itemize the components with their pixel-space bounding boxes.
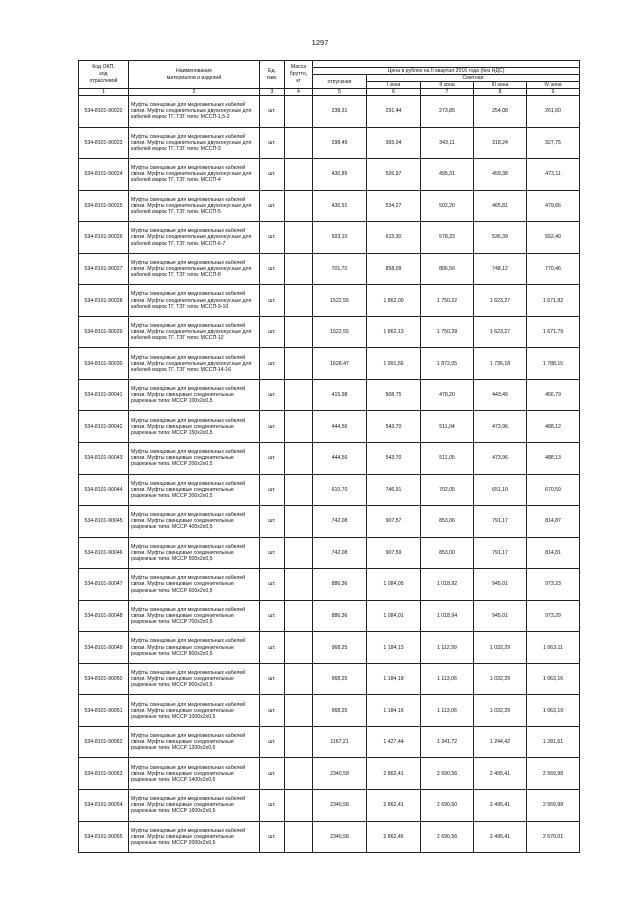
row-code: 534-8101-90028 — [79, 285, 129, 317]
row-code: 534-8101-90043 — [79, 443, 129, 475]
row-release-price: 742,08 — [313, 506, 367, 538]
table-row — [79, 695, 580, 727]
header-mass-line: брутто, — [289, 71, 308, 77]
header-name — [129, 61, 260, 89]
row-code: 534-8101-90029 — [79, 316, 129, 348]
header-zone-2: II зона — [421, 82, 474, 89]
row-release-price: 1628,47 — [313, 348, 367, 380]
row-release-price: 415,98 — [313, 379, 367, 411]
row-code: 534-8101-90026 — [79, 222, 129, 254]
row-name — [129, 316, 260, 348]
row-release-price: 886,36 — [313, 569, 367, 601]
row-code: 534-8101-90041 — [79, 379, 129, 411]
row-code: 534-8101-90025 — [79, 190, 129, 222]
row-zone-3-price: 945,01 — [474, 600, 527, 632]
header-code — [79, 61, 129, 89]
row-zone-3-price: 1 736,18 — [474, 348, 527, 380]
header-mass-line: Масса — [290, 64, 307, 70]
row-unit: шт. — [260, 127, 285, 159]
row-release-price: 610,70 — [313, 474, 367, 506]
row-name-text: Муфты свинцовые для медножильных кабелей связи. Муфты свинцовые соединительные разрезные типа: МССР 100х2х0,5 — [131, 386, 246, 405]
row-zone-3-price: 459,38 — [474, 159, 527, 191]
row-name — [129, 253, 260, 285]
row-zone-1-price: 615,30 — [367, 222, 421, 254]
row-name-text: Муфты свинцовые для медножильных кабелей связи. Муфты соединительные двухконусные для кабелей марок ТГ, ТЗГ типа: МССП-4 — [131, 165, 252, 184]
row-unit: шт. — [260, 663, 285, 695]
row-mass — [285, 632, 313, 664]
row-name-text: Муфты свинцовые для медножильных кабелей связи. Муфты свинцовые соединительные разрезные типа: МССР 800х2х0,5 — [131, 638, 246, 657]
row-name — [129, 222, 260, 254]
row-unit: шт. — [260, 474, 285, 506]
header-unit-line: Ед. — [268, 67, 276, 74]
row-code: 534-8101-90049 — [79, 632, 129, 664]
table-row — [79, 821, 580, 853]
row-zone-1-price: 1 084,01 — [367, 600, 421, 632]
table-row — [79, 222, 580, 254]
row-name-text: Муфты свинцовые для медножильных кабелей связи. Муфты соединительные двухконусные для кабелей марок ТГ, ТЗГ типа: МССП-12 — [131, 322, 252, 342]
row-name — [129, 632, 260, 664]
row-zone-1-price: 2 862,41 — [367, 790, 421, 822]
row-name — [129, 411, 260, 443]
row-code: 534-8101-90050 — [79, 663, 129, 695]
price-table — [78, 60, 580, 853]
header-unit-line: изм. — [266, 74, 278, 81]
row-unit: шт. — [260, 790, 285, 822]
row-name-text: Муфты свинцовые для медножильных кабелей связи. Муфты соединительные двухконусные для кабелей марок ТГ, ТЗГ типа: МССП-6-7 — [131, 228, 252, 247]
row-zone-1-price: 543,70 — [367, 443, 421, 475]
row-zone-1-price: 365,04 — [367, 127, 421, 159]
row-mass — [285, 600, 313, 632]
row-name-text: Муфты свинцовые для медножильных кабелей связи. Муфты свинцовые соединительные разрезные типа: МССР 400х2х0,5 — [131, 512, 246, 531]
row-zone-2-price: 853,06 — [421, 506, 474, 538]
row-zone-3-price: 1 032,29 — [474, 632, 527, 664]
row-zone-3-price: 1 032,29 — [474, 695, 527, 727]
row-unit: шт. — [260, 159, 285, 191]
row-mass — [285, 537, 313, 569]
header-release: отпускная — [313, 75, 367, 89]
row-mass — [285, 253, 313, 285]
row-mass — [285, 222, 313, 254]
header-zone-1: I зона — [367, 82, 421, 89]
row-zone-2-price: 273,85 — [421, 96, 474, 128]
row-zone-3-price: 318,24 — [474, 127, 527, 159]
row-zone-3-price: 536,39 — [474, 222, 527, 254]
row-release-price: 2340,58 — [313, 790, 367, 822]
col-number: 5 — [313, 89, 367, 96]
row-code: 534-8101-90048 — [79, 600, 129, 632]
table-header — [79, 61, 580, 96]
row-zone-2-price: 1 018,94 — [421, 600, 474, 632]
row-zone-1-price: 2 862,41 — [367, 758, 421, 790]
row-zone-3-price: 791,17 — [474, 506, 527, 538]
table-row — [79, 159, 580, 191]
row-unit: шт. — [260, 726, 285, 758]
row-name-text: Муфты свинцовые для медножильных кабелей связи. Муфты соединительные двухконусные для кабелей марок ТГ, ТЗГ типа: МССП-1,5-2 — [131, 102, 252, 121]
row-zone-4-price: 2 569,98 — [527, 758, 580, 790]
table-row — [79, 632, 580, 664]
table-row — [79, 758, 580, 790]
row-zone-4-price: 2 569,98 — [527, 790, 580, 822]
row-zone-2-price: 578,33 — [421, 222, 474, 254]
header-code-line: отраслевой — [89, 78, 118, 84]
row-unit: шт. — [260, 348, 285, 380]
header-code-line: код — [99, 71, 108, 77]
row-name — [129, 190, 260, 222]
row-zone-1-price: 1 427,44 — [367, 726, 421, 758]
col-number: 1 — [79, 89, 129, 96]
row-zone-4-price: 1 671,82 — [527, 285, 580, 317]
row-mass — [285, 159, 313, 191]
row-unit: шт. — [260, 96, 285, 128]
row-mass — [285, 127, 313, 159]
row-code: 534-8101-90022 — [79, 96, 129, 128]
col-number: 8 — [474, 89, 527, 96]
table-row — [79, 127, 580, 159]
row-zone-4-price: 2 570,01 — [527, 821, 580, 853]
row-zone-4-price: 327,75 — [527, 127, 580, 159]
row-zone-4-price: 456,79 — [527, 379, 580, 411]
row-zone-4-price: 1 788,15 — [527, 348, 580, 380]
row-zone-3-price: 651,10 — [474, 474, 527, 506]
row-release-price: 968,25 — [313, 663, 367, 695]
row-zone-2-price: 478,20 — [421, 379, 474, 411]
row-code: 534-8101-90042 — [79, 411, 129, 443]
header-mass-line: кг — [296, 78, 301, 84]
row-name — [129, 348, 260, 380]
row-zone-4-price: 1 063,11 — [527, 632, 580, 664]
header-zone-4: IV зона — [527, 82, 580, 89]
row-mass — [285, 663, 313, 695]
row-zone-1-price: 1 084,05 — [367, 569, 421, 601]
col-number: 9 — [527, 89, 580, 96]
row-name-text: Муфты свинцовые для медножильных кабелей связи. Муфты свинцовые соединительные разрезные типа: МССР 1200х2х0,5 — [131, 733, 246, 752]
row-code: 534-8101-90024 — [79, 159, 129, 191]
row-name-text: Муфты свинцовые для медножильных кабелей связи. Муфты свинцовые соединительные разрезные типа: МССР 700х2х0,5 — [131, 606, 246, 626]
row-code: 534-8101-90047 — [79, 569, 129, 601]
table-row — [79, 96, 580, 128]
row-zone-2-price: 1 113,06 — [421, 695, 474, 727]
row-mass — [285, 285, 313, 317]
row-code: 534-8101-90055 — [79, 821, 129, 853]
row-zone-4-price: 479,66 — [527, 190, 580, 222]
table-row — [79, 443, 580, 475]
row-zone-3-price: 2 495,41 — [474, 821, 527, 853]
row-zone-2-price: 1 113,06 — [421, 663, 474, 695]
row-release-price: 1167,21 — [313, 726, 367, 758]
row-code: 534-8101-90053 — [79, 758, 129, 790]
row-name — [129, 726, 260, 758]
row-name-text: Муфты свинцовые для медножильных кабелей связи. Муфты свинцовые соединительные разрезные типа: МССР 300х2х0,5 — [131, 480, 246, 499]
row-zone-4-price: 1 671,79 — [527, 316, 580, 348]
row-unit: шт. — [260, 569, 285, 601]
row-name — [129, 506, 260, 538]
row-zone-2-price: 343,11 — [421, 127, 474, 159]
row-unit: шт. — [260, 821, 285, 853]
row-name — [129, 663, 260, 695]
row-zone-1-price: 508,75 — [367, 379, 421, 411]
col-number: 7 — [421, 89, 474, 96]
row-zone-4-price: 473,11 — [527, 159, 580, 191]
row-name — [129, 379, 260, 411]
row-zone-2-price: 511,04 — [421, 411, 474, 443]
header-name-line: Наименование — [176, 67, 212, 74]
row-name — [129, 790, 260, 822]
row-name-text: Муфты свинцовые для медножильных кабелей связи. Муфты соединительные двухконусные для кабелей марок ТГ, ТЗГ типа: МССП-9-10 — [131, 291, 252, 310]
row-zone-3-price: 443,49 — [474, 379, 527, 411]
row-name-text: Муфты свинцовые для медножильных кабелей связи. Муфты соединительные двухконусные для кабелей марок ТГ, ТЗГ типа: МССП-3 — [131, 133, 252, 152]
row-name — [129, 695, 260, 727]
row-zone-1-price: 1 862,13 — [367, 316, 421, 348]
row-code: 534-8101-90045 — [79, 506, 129, 538]
row-zone-1-price: 1 184,13 — [367, 632, 421, 664]
row-release-price: 503,10 — [313, 222, 367, 254]
row-code: 534-8101-90054 — [79, 790, 129, 822]
row-mass — [285, 790, 313, 822]
row-name-text: Муфты свинцовые для медножильных кабелей связи. Муфты соединительные двухконусные для кабелей марок ТГ, ТЗГ типа: МССП-14-16 — [131, 354, 252, 373]
row-unit: шт. — [260, 695, 285, 727]
row-zone-3-price: 945,01 — [474, 569, 527, 601]
row-name-text: Муфты свинцовые для медножильных кабелей связи. Муфты соединительные двухконусные для кабелей марок ТГ, ТЗГ типа: МССП-5 — [131, 196, 252, 215]
row-unit: шт. — [260, 190, 285, 222]
row-name-text: Муфты свинцовые для медножильных кабелей связи. Муфты свинцовые соединительные разрезные типа: МССР 1600х2х0,5 — [131, 796, 246, 815]
row-zone-2-price: 2 690,56 — [421, 758, 474, 790]
row-zone-3-price: 1 032,29 — [474, 663, 527, 695]
row-code: 534-8101-90046 — [79, 537, 129, 569]
row-release-price: 238,31 — [313, 96, 367, 128]
row-zone-3-price: 465,81 — [474, 190, 527, 222]
row-mass — [285, 379, 313, 411]
row-mass — [285, 190, 313, 222]
row-zone-2-price: 502,20 — [421, 190, 474, 222]
row-zone-1-price: 1 184,16 — [367, 695, 421, 727]
row-zone-2-price: 1 750,28 — [421, 316, 474, 348]
row-unit: шт. — [260, 411, 285, 443]
row-name-text: Муфты свинцовые для медножильных кабелей связи. Муфты свинцовые соединительные разрезные типа: МССР 150х2х0,5 — [131, 417, 246, 436]
row-zone-3-price: 1 623,27 — [474, 316, 527, 348]
row-release-price: 2340,58 — [313, 821, 367, 853]
row-zone-2-price: 1 112,99 — [421, 632, 474, 664]
row-unit: шт. — [260, 506, 285, 538]
table-row — [79, 411, 580, 443]
table-row — [79, 474, 580, 506]
table-row — [79, 600, 580, 632]
row-release-price: 2340,58 — [313, 758, 367, 790]
row-zone-4-price: 1 063,19 — [527, 695, 580, 727]
row-unit: шт. — [260, 537, 285, 569]
table-row — [79, 537, 580, 569]
row-name — [129, 285, 260, 317]
row-mass — [285, 821, 313, 853]
row-zone-3-price: 473,96 — [474, 443, 527, 475]
row-code: 534-8101-90023 — [79, 127, 129, 159]
row-name — [129, 758, 260, 790]
row-unit: шт. — [260, 379, 285, 411]
row-zone-1-price: 907,59 — [367, 537, 421, 569]
table-row — [79, 379, 580, 411]
row-mass — [285, 569, 313, 601]
row-name-text: Муфты свинцовые для медножильных кабелей связи. Муфты свинцовые соединительные разрезные типа: МССР 1000х2х0,5 — [131, 701, 246, 720]
row-release-price: 1522,55 — [313, 285, 367, 317]
row-zone-4-price: 488,13 — [527, 443, 580, 475]
table-row — [79, 663, 580, 695]
row-zone-4-price: 973,29 — [527, 600, 580, 632]
row-zone-4-price: 1 063,16 — [527, 663, 580, 695]
row-mass — [285, 96, 313, 128]
table-row — [79, 790, 580, 822]
header-zone-3: III зона — [474, 82, 527, 89]
row-zone-4-price: 670,59 — [527, 474, 580, 506]
row-mass — [285, 506, 313, 538]
table-row — [79, 316, 580, 348]
row-zone-4-price: 488,12 — [527, 411, 580, 443]
row-name — [129, 159, 260, 191]
table-row — [79, 348, 580, 380]
row-zone-1-price: 534,27 — [367, 190, 421, 222]
row-zone-3-price: 254,08 — [474, 96, 527, 128]
row-zone-2-price: 1 018,92 — [421, 569, 474, 601]
row-zone-4-price: 814,87 — [527, 506, 580, 538]
row-zone-2-price: 1 872,05 — [421, 348, 474, 380]
row-name — [129, 96, 260, 128]
header-price-group: Цена в рублях на II квартал 2016 года (без НДС) — [313, 68, 580, 75]
table-row — [79, 285, 580, 317]
row-zone-1-price: 1 862,00 — [367, 285, 421, 317]
row-release-price: 701,70 — [313, 253, 367, 285]
row-zone-3-price: 1 623,27 — [474, 285, 527, 317]
row-zone-4-price: 770,46 — [527, 253, 580, 285]
header-mass — [285, 61, 313, 89]
row-zone-4-price: 261,60 — [527, 96, 580, 128]
row-zone-1-price: 526,97 — [367, 159, 421, 191]
row-zone-4-price: 973,23 — [527, 569, 580, 601]
row-zone-4-price: 1 281,61 — [527, 726, 580, 758]
row-name-text: Муфты свинцовые для медножильных кабелей связи. Муфты свинцовые соединительные разрезные типа: МССР 600х2х0,5 — [131, 575, 246, 594]
row-release-price: 444,56 — [313, 443, 367, 475]
row-zone-2-price: 702,05 — [421, 474, 474, 506]
row-zone-1-price: 858,09 — [367, 253, 421, 285]
col-number: 3 — [260, 89, 285, 96]
row-release-price: 886,36 — [313, 600, 367, 632]
row-name — [129, 537, 260, 569]
header-spacer — [313, 61, 580, 68]
row-unit: шт. — [260, 285, 285, 317]
row-release-price: 968,25 — [313, 695, 367, 727]
row-name-text: Муфты свинцовые для медножильных кабелей связи. Муфты свинцовые соединительные разрезные типа: МССР 500х2х0,5 — [131, 543, 246, 562]
row-zone-3-price: 2 495,41 — [474, 758, 527, 790]
row-release-price: 436,91 — [313, 190, 367, 222]
row-zone-2-price: 511,05 — [421, 443, 474, 475]
row-unit: шт. — [260, 600, 285, 632]
row-release-price: 430,89 — [313, 159, 367, 191]
row-release-price: 444,56 — [313, 411, 367, 443]
row-zone-4-price: 814,81 — [527, 537, 580, 569]
table-row — [79, 726, 580, 758]
row-zone-4-price: 552,40 — [527, 222, 580, 254]
row-zone-2-price: 806,56 — [421, 253, 474, 285]
row-mass — [285, 443, 313, 475]
row-code: 534-8101-90051 — [79, 695, 129, 727]
col-number: 2 — [129, 89, 260, 96]
table-row — [79, 253, 580, 285]
row-zone-2-price: 1 341,72 — [421, 726, 474, 758]
row-code: 534-8101-90052 — [79, 726, 129, 758]
row-zone-1-price: 907,57 — [367, 506, 421, 538]
row-zone-1-price: 1 184,18 — [367, 663, 421, 695]
row-code: 534-8101-90027 — [79, 253, 129, 285]
row-zone-1-price: 746,91 — [367, 474, 421, 506]
row-unit: шт. — [260, 222, 285, 254]
row-name-text: Муфты свинцовые для медножильных кабелей связи. Муфты свинцовые соединительные разрезные типа: МССР 200х2х0,5 — [131, 449, 246, 468]
row-zone-3-price: 791,17 — [474, 537, 527, 569]
row-zone-2-price: 853,00 — [421, 537, 474, 569]
row-zone-1-price: 543,70 — [367, 411, 421, 443]
row-name — [129, 821, 260, 853]
col-number: 4 — [285, 89, 313, 96]
table-row — [79, 506, 580, 538]
row-unit: шт. — [260, 632, 285, 664]
row-mass — [285, 758, 313, 790]
page-number: 1297 — [311, 38, 329, 47]
row-mass — [285, 726, 313, 758]
table-row — [79, 569, 580, 601]
row-release-price: 742,08 — [313, 537, 367, 569]
row-release-price: 1522,55 — [313, 316, 367, 348]
row-code: 534-8101-90030 — [79, 348, 129, 380]
row-zone-2-price: 2 690,56 — [421, 821, 474, 853]
row-zone-3-price: 2 495,41 — [474, 790, 527, 822]
row-name — [129, 443, 260, 475]
header-unit — [260, 61, 285, 89]
row-unit: шт. — [260, 253, 285, 285]
row-mass — [285, 695, 313, 727]
row-release-price: 968,25 — [313, 632, 367, 664]
header-estimate: Сметная — [367, 75, 580, 82]
row-mass — [285, 411, 313, 443]
row-zone-2-price: 495,31 — [421, 159, 474, 191]
col-number: 6 — [367, 89, 421, 96]
table-body — [79, 96, 580, 853]
row-name-text: Муфты свинцовые для медножильных кабелей связи. Муфты свинцовые соединительные разрезные типа: МССР 1400х2х0,5 — [131, 764, 246, 783]
row-zone-3-price: 473,96 — [474, 411, 527, 443]
row-zone-3-price: 1 244,42 — [474, 726, 527, 758]
row-unit: шт. — [260, 316, 285, 348]
header-name-line: материалов и изделий — [166, 74, 222, 81]
row-zone-2-price: 1 750,22 — [421, 285, 474, 317]
row-name — [129, 474, 260, 506]
row-mass — [285, 348, 313, 380]
row-name-text: Муфты свинцовые для медножильных кабелей связи. Муфты соединительные двухконусные для кабелей марок ТГ, ТЗГ типа: МССП-8 — [131, 259, 252, 279]
row-name-text: Муфты свинцовые для медножильных кабелей связи. Муфты свинцовые соединительные разрезные типа: МССР 2000х2х0,5 — [131, 827, 246, 846]
row-zone-2-price: 2 690,50 — [421, 790, 474, 822]
row-unit: шт. — [260, 758, 285, 790]
row-mass — [285, 474, 313, 506]
row-zone-1-price: 291,44 — [367, 96, 421, 128]
row-code: 534-8101-90044 — [79, 474, 129, 506]
row-zone-3-price: 748,12 — [474, 253, 527, 285]
row-mass — [285, 316, 313, 348]
row-zone-1-price: 2 862,46 — [367, 821, 421, 853]
row-name — [129, 600, 260, 632]
row-name — [129, 569, 260, 601]
row-release-price: 298,49 — [313, 127, 367, 159]
row-unit: шт. — [260, 443, 285, 475]
table-row — [79, 190, 580, 222]
row-zone-1-price: 1 991,56 — [367, 348, 421, 380]
row-name-text: Муфты свинцовые для медножильных кабелей связи. Муфты свинцовые соединительные разрезные типа: МССР 900х2х0,5 — [131, 669, 246, 689]
row-name — [129, 127, 260, 159]
header-code-line: Код ОКП, — [92, 64, 115, 70]
